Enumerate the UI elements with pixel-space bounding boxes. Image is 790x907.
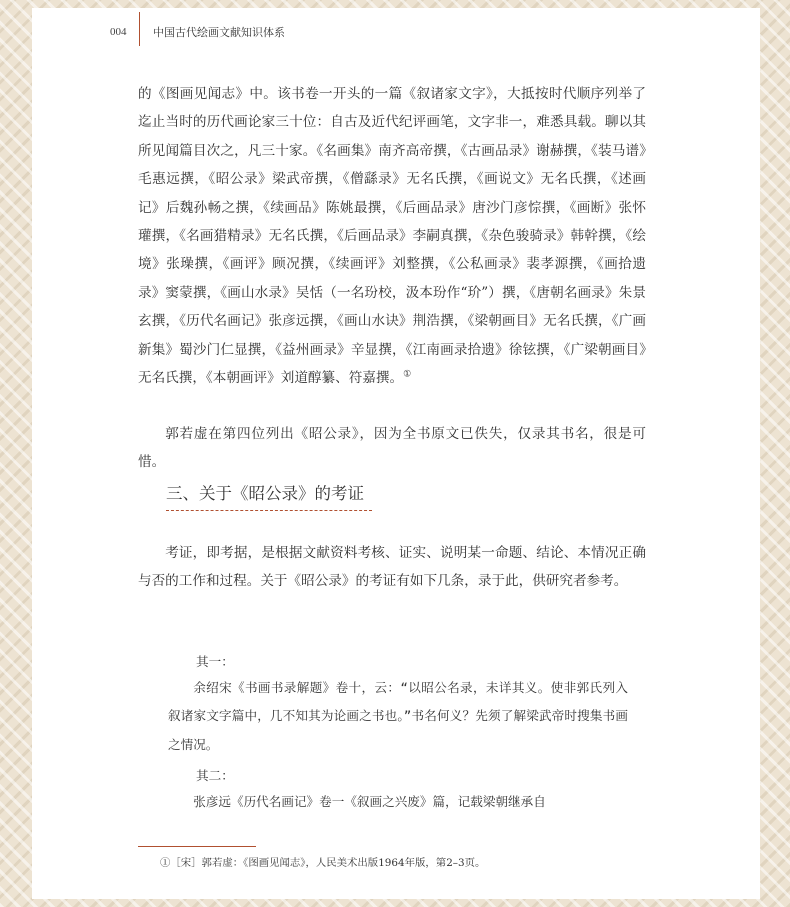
quote-1-label: 其一：: [196, 654, 234, 669]
running-title: 中国古代绘画文献知识体系: [153, 26, 285, 39]
quote-1-text: 余绍宋《书画书录解题》卷十，云：“以昭公名录，未详其义。使非郭氏列入叙诸家文字篇中，几不知其为论画之书也。”书名何义？先须了解梁武帝时搜集书画之情况。: [168, 680, 628, 752]
paragraph-1-text: 的《图画见闻志》中。该书卷一开头的一篇《叙诸家文字》，大抵按时代顺序列举了迄止当时的历代画论家三十位：自古及近代纪评画笔，文字非一，难悉具载。聊以其所见闻篇目次之，凡三十家。《名画集》南齐高帝撰，《古画品录》谢赫撰，《装马谱》毛惠远撰，《昭公录》梁武帝撰，《僧繇录》无名氏撰，《画说文》无名氏撰，《述画记》后魏孙畅之撰，《续画品》陈姚最撰，《后画品录》唐沙门彦悰撰，《画断》张怀瓘撰，《名画猎精录》无名氏撰，《后画品录》李嗣真撰，《杂色骏骑录》韩幹撰，《绘境》张璪撰，《画评》顾况撰，《续画评》刘整撰，《公私画录》裴孝源撰，《画拾遗录》窦蒙撰，《画山水录》吴恬（一名玢校，汲本玢作“玠”）撰，《唐朝名画录》朱景玄撰，《历代名画记》张彦远撰，《画山水诀》荆浩撰，《梁朝画目》无名氏撰，《广画新集》蜀沙门仁显撰，《益州画录》辛显撰，《江南画录拾遗》徐铉撰，《广梁朝画目》无名氏撰，《本朝画评》刘道醇纂、符嘉撰。: [138, 86, 646, 387]
page-number: 004: [110, 26, 127, 38]
footnote-marker[interactable]: ①: [403, 369, 412, 380]
header-divider: [139, 12, 140, 46]
footnote-divider: [138, 846, 256, 847]
paragraph-2: 郭若虚在第四位列出《昭公录》，因为全书原文已佚失，仅录其书名，很是可惜。: [138, 426, 646, 471]
paragraph-3: 考证，即考据，是根据文献资料考核、证实、说明某一命题、结论、本情况正确与否的工作和过程。关于《昭公录》的考证有如下几条，录于此，供研究者参考。: [138, 545, 646, 590]
paragraph-1: [138, 80, 646, 392]
section-heading: 三、关于《昭公录》的考证: [166, 478, 372, 511]
quote-2-label: 其二：: [196, 768, 234, 783]
footnote: ①［宋］郭若虚：《图画见闻志》，人民美术出版1964年版，第2–3页。: [160, 857, 486, 869]
quote-2-text: 张彦远《历代名画记》卷一《叙画之兴废》篇，记载梁朝继承自: [193, 794, 546, 809]
book-page: [32, 8, 760, 899]
